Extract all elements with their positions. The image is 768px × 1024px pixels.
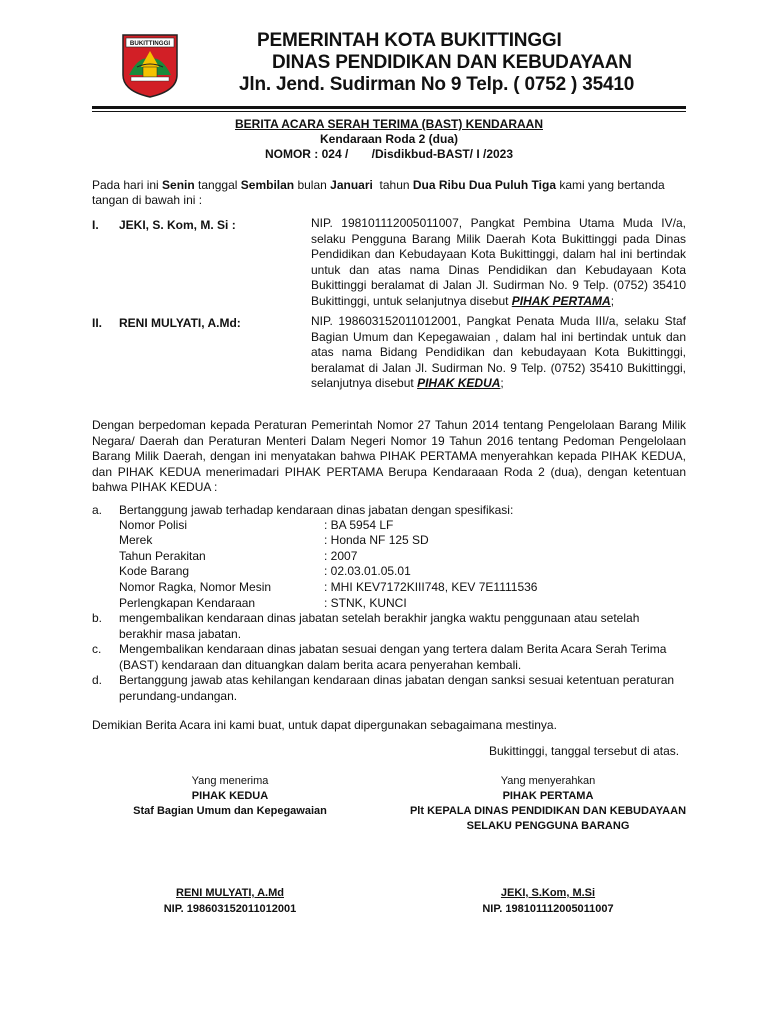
- intro-day: Senin: [162, 178, 195, 192]
- signature-left-nip: NIP. 198603152011012001: [163, 903, 297, 915]
- svg-text:BUKITTINGGI: BUKITTINGGI: [129, 40, 171, 47]
- city-emblem-logo: [121, 33, 179, 99]
- signature-left-role: PIHAK KEDUA: [191, 790, 269, 802]
- list-item-c: Mengembalikan kendaraan dinas jabatan sesuai dengan yang tertera dalam Berita Acara Serah Terima (BAST) kendaraan dan dituangkan dalam berita acara penyerahan kembali.: [119, 642, 667, 672]
- signature-right-caption: Yang menyerahkan: [500, 775, 596, 787]
- intro-year: Dua Ribu Dua Puluh Tiga: [412, 178, 556, 192]
- list-letter-a: a.: [92, 503, 103, 517]
- intro-text: tahun: [372, 178, 413, 192]
- spec-value-frame-engine: : MHI KEV7172KIII748, KEV 7E1111536: [324, 580, 538, 594]
- list-item-a: Bertanggung jawab terhadap kendaraan dinas jabatan dengan spesifikasi:: [119, 503, 514, 517]
- spec-label-frame-engine: Nomor Ragka, Nomor Mesin: [119, 580, 272, 594]
- list-letter-d: d.: [92, 673, 103, 687]
- party1-body-text: NIP. 198101112005011007, Pangkat Pembina Utama Muda IV/a, selaku Pengguna Barang Milik Daerah Kota Bukittinggi pada Dinas Pendidikan dan Kebudayaan Kota Bukittinggi, dalam hal ini bertindak untuk dan atas nama Dinas Pendidikan dan Kebudayaan Kota Bukittinggi beralamat di Jalan Jl. Sudirman No. 9 Telp. (0752) 35410 Bukittinggi, untuk selanjutnya disebut: [311, 216, 686, 308]
- party1-alias: PIHAK PERTAMA: [511, 293, 611, 308]
- spec-label-plate: Nomor Polisi: [119, 518, 188, 532]
- party1-name: JEKI, S. Kom, M. Si :: [119, 218, 236, 232]
- letterhead-department: DINAS PENDIDIKAN DAN KEBUDAYAAN: [272, 52, 632, 73]
- party2-end: ;: [500, 376, 504, 390]
- signature-right-nip: NIP. 198101112005011007: [482, 903, 614, 915]
- signature-left-name: RENI MULYATI, A.Md: [176, 887, 284, 899]
- intro-text: kami yang bertanda tangan di bawah ini :: [92, 178, 665, 207]
- place-and-date: Bukittinggi, tanggal tersebut di atas.: [489, 744, 680, 758]
- document-title: BERITA ACARA SERAH TERIMA (BAST) KENDARAAN: [235, 117, 543, 131]
- intro-month: Januari: [330, 178, 373, 192]
- legal-basis-paragraph: Dengan berpedoman kepada Peraturan Pemerintah Nomor 27 Tahun 2014 tentang Pengelolaan Barang Milik Negara/ Daerah dan Peraturan Menteri Dalam Negeri Nomor 19 Tahun 2016 tentang Pedoman Pengelolaan Barang Milik Daerah, dengan ini menyatakan bahwa PIHAK PERTAMA menyerahkan kepada PIHAK KEDUA, dan PIHAK KEDUA menerimadari PIHAK PERTAMA Berupa Kendaraaan Roda 2 (dua), dengan ketentuan bahwa PIHAK KEDUA :: [92, 418, 686, 494]
- letterhead-government: PEMERINTAH KOTA BUKITTINGGI: [257, 30, 562, 51]
- spec-value-equipment: : STNK, KUNCI: [324, 596, 407, 610]
- party2-number: II.: [92, 316, 103, 330]
- party1-number: I.: [92, 218, 99, 232]
- list-letter-b: b.: [92, 611, 103, 625]
- spec-value-code: : 02.03.01.05.01: [324, 564, 411, 578]
- intro-text: bulan: [294, 178, 331, 192]
- signature-right-title1: Plt KEPALA DINAS PENDIDIKAN DAN KEBUDAYAAN: [409, 805, 687, 817]
- spec-label-brand: Merek: [119, 533, 153, 547]
- intro-paragraph: [92, 178, 686, 208]
- party1-end: ;: [610, 293, 615, 308]
- signature-right-role: PIHAK PERTAMA: [502, 790, 594, 802]
- letterhead-address: Jln. Jend. Sudirman No 9 Telp. ( 0752 ) 35410: [239, 74, 635, 95]
- party2-name: RENI MULYATI, A.Md:: [119, 316, 241, 330]
- list-letter-c: c.: [92, 642, 102, 656]
- party2-body-text: NIP. 198603152011012001, Pangkat Penata Muda III/a, selaku Staf Bagian Umum dan Kepegawaian , dalam hal ini bertindak untuk dan atas nama Bidang Pendidikan dan kebudayaan Kota Bukittinggi, beralamat di Jalan Jl. Sudirman No. 9 Telp. (0752) 35410 Bukittinggi, selanjutnya disebut: [311, 314, 686, 390]
- signature-left-caption: Yang menerima: [191, 775, 269, 787]
- spec-value-plate: : BA 5954 LF: [324, 518, 394, 532]
- spec-value-year: : 2007: [324, 549, 358, 563]
- signature-left-title: Staf Bagian Umum dan Kepegawaian: [133, 805, 327, 817]
- spec-label-equipment: Perlengkapan Kendaraan: [119, 596, 256, 610]
- signature-right-name: JEKI, S.Kom, M.Si: [500, 887, 596, 899]
- letterhead-divider-thick: [92, 106, 686, 109]
- closing-statement: Demikian Berita Acara ini kami buat, untuk dapat dipergunakan sebagaimana mestinya.: [92, 718, 557, 732]
- intro-text: Pada hari ini: [92, 178, 163, 192]
- intro-text: tanggal: [194, 178, 241, 192]
- letterhead-divider-thin: [92, 111, 686, 112]
- list-item-d: Bertanggung jawab atas kehilangan kendaraan dinas jabatan dengan sanksi sesuai ketentuan peraturan perundang-undangan.: [119, 673, 675, 703]
- party2-description: [311, 314, 686, 392]
- list-item-b: mengembalikan kendaraan dinas jabatan setelah berakhir jangka waktu penggunaan atau setelah berakhir masa jabatan.: [119, 611, 640, 641]
- document-subtitle: Kendaraan Roda 2 (dua): [319, 132, 459, 146]
- party2-alias: PIHAK KEDUA: [417, 376, 501, 390]
- party1-description: [311, 216, 686, 309]
- intro-date: Sembilan: [240, 178, 295, 192]
- document-number: NOMOR : 024 / /Disdikbud-BAST/ I /2023: [264, 147, 514, 161]
- signature-right-title2: SELAKU PENGGUNA BARANG: [466, 820, 630, 832]
- spec-label-year: Tahun Perakitan: [119, 549, 206, 563]
- spec-value-brand: : Honda NF 125 SD: [324, 533, 429, 547]
- spec-label-code: Kode Barang: [119, 564, 190, 578]
